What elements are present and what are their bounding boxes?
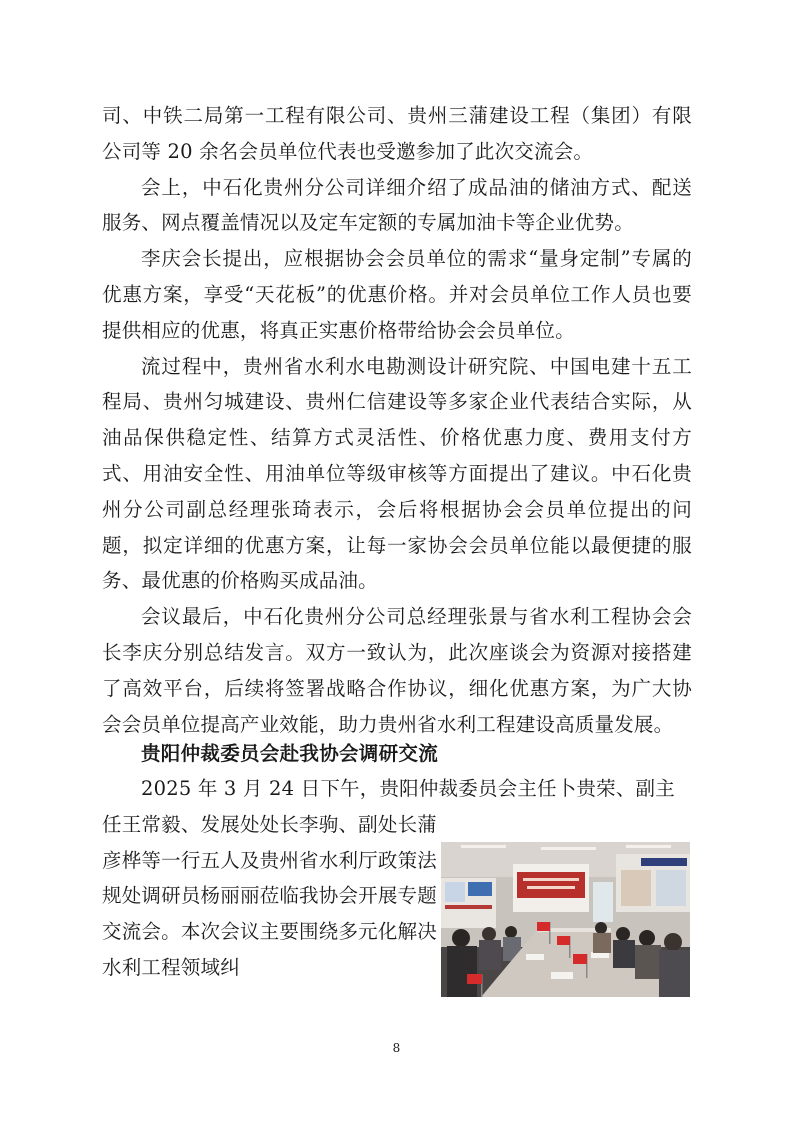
text-image-wrap xyxy=(102,807,692,979)
paragraph-meeting-summary: 会议最后，中石化贵州分公司总经理张景与省水利工程协会会长李庆分别总结发言。双方一致认为，此次座谈会为资源对接搭建了高效平台，后续将签署战略合作协议，细化优惠方案，为广大协会会员单位提高产业效能，助力贵州省水利工程建设高质量发展。 xyxy=(102,605,692,736)
section-wrapped-text: 任王常毅、发展处处长李驹、副处长蒲彦桦等一行五人及贵州省水利厅政策法规处调研员杨丽丽莅临我协会开展专题交流会。本次会议主要围绕多元化解决水利工程领域纠 xyxy=(102,812,437,979)
paragraph-president-remarks: 李庆会长提出，应根据协会会员单位的需求“量身定制”专属的优惠方案，享受“天花板”的优惠价格。并对会员单位工作人员也要提供相应的优惠，将真正实惠价格带给协会会员单位。 xyxy=(102,247,692,342)
page-number: 8 xyxy=(392,1041,401,1055)
meeting-photo-illustration xyxy=(441,842,690,997)
section-first-line: 2025 年 3 月 24 日下午，贵阳仲裁委员会主任卜贵荣、副主 xyxy=(141,777,675,800)
meeting-photo xyxy=(441,842,690,997)
section-body xyxy=(102,771,692,979)
paragraph-company-intro: 会上，中石化贵州分公司详细介绍了成品油的储油方式、配送服务、网点覆盖情况以及定车定额的专属加油卡等企业优势。 xyxy=(102,175,692,235)
section-heading: 贵阳仲裁委员会赴我协会调研交流 xyxy=(141,742,439,765)
paragraph-continuation: 司、中铁二局第一工程有限公司、贵州三蒲建设工程（集团）有限公司等 20 余名会员单位代表也受邀参加了此次交流会。 xyxy=(102,104,692,163)
paragraph-exchange-suggestions: 流过程中，贵州省水利水电勘测设计研究院、中国电建十五工程局、贵州匀城建设、贵州仁信建设等多家企业代表结合实际，从油品保供稳定性、结算方式灵活性、价格优惠力度、费用支付方式、用油安全性、用油单位等级审核等方面提出了建议。中石化贵州分公司副总经理张琦表示，会后将根据协会会员单位提出的问题，拟定详细的优惠方案，让每一家协会会员单位能以最便捷的服务、最优惠的价格购买成品油。 xyxy=(102,354,692,593)
article-body xyxy=(102,98,692,742)
